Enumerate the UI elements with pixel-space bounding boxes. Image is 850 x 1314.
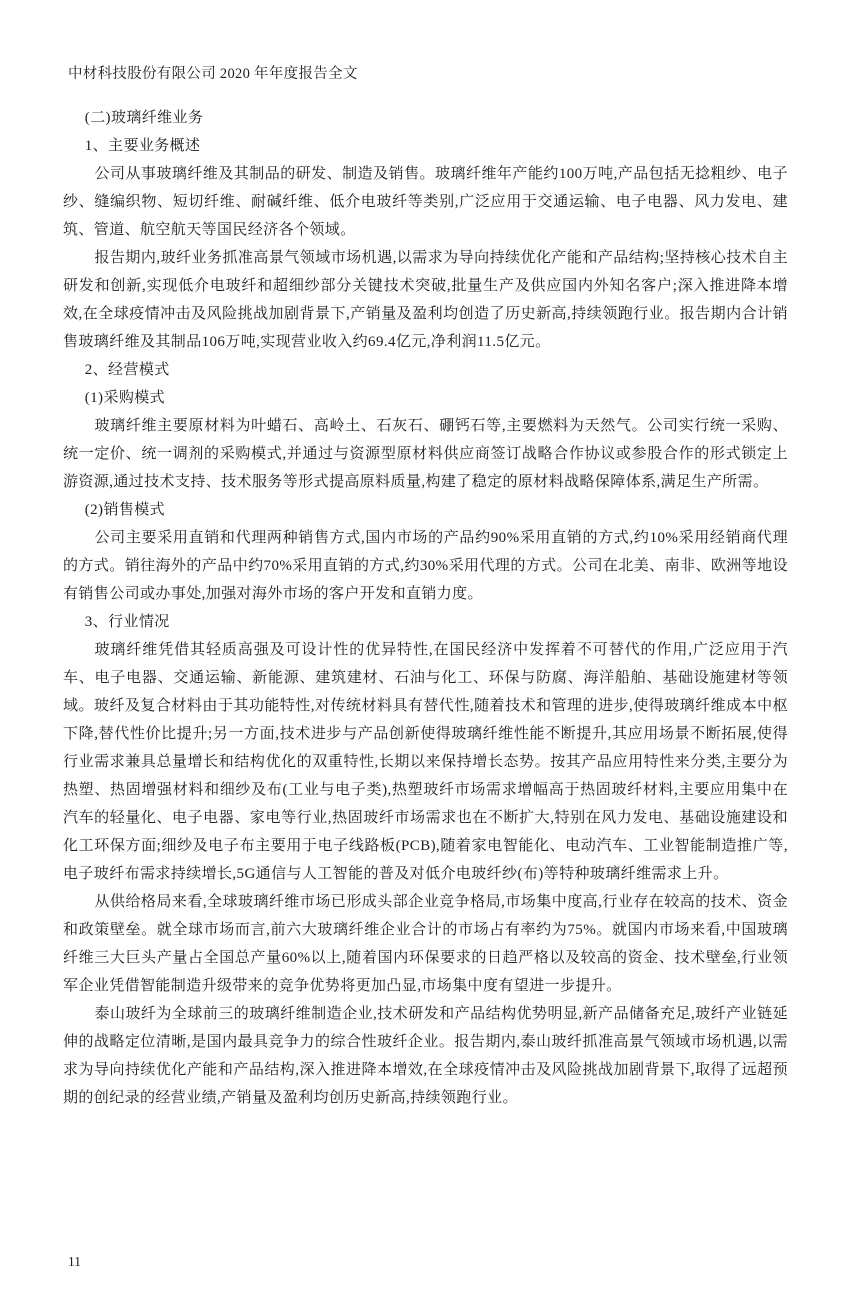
body-paragraph: 玻璃纤维凭借其轻质高强及可设计性的优异特性,在国民经济中发挥着不可替代的作用,广泛应用于汽车、电子电器、交通运输、新能源、建筑建材、石油与化工、环保与防腐、海洋船舶、基础设施建材等领域。玻纤及复合材料由于其功能特性,对传统材料具有替代性,随着技术和管理的进步,使得玻璃纤维成本中枢下降,替代性价比提升;另一方面,技术进步与产品创新使得玻璃纤维性能不断提升,其应用场景不断拓展,使得行业需求兼具总量增长和结构优化的双重特性,长期以来保持增长态势。按其产品应用特性来分类,主要分为热塑、热固增强材料和细纱及布(工业与电子类),热塑玻纤市场需求增幅高于热固玻纤材料,主要应用集中在汽车的轻量化、电子电器、家电等行业,热固玻纤市场需求也在不断扩大,特别在风力发电、基础设施建设和化工环保方面;细纱及电子布主要用于电子线路板(PCB),随着家电智能化、电动汽车、工业智能制造推广等,电子玻纤布需求持续增长,5G通信与人工智能的普及对低介电玻纤纱(布)等特种玻璃纤维需求上升。 bbox=[63, 642, 789, 882]
section-heading: 1、主要业务概述 bbox=[84, 138, 201, 154]
page-number: 11 bbox=[68, 1254, 81, 1269]
body-paragraph: 公司主要采用直销和代理两种销售方式,国内市场的产品约90%采用直销的方式,约10%采用经销商代理的方式。销往海外的产品中约70%采用直销的方式,约30%采用代理的方式。公司在北美、南非、欧洲等地设有销售公司或办事处,加强对海外市场的客户开发和直销力度。 bbox=[63, 530, 788, 602]
body-paragraph: 公司从事玻璃纤维及其制品的研发、制造及销售。玻璃纤维年产能约100万吨,产品包括无捻粗纱、电子纱、缝编织物、短切纤维、耐碱纤维、低介电玻纤等类别,广泛应用于交通运输、电子电器、风力发电、建筑、管道、航空航天等国民经济各个领域。 bbox=[63, 166, 788, 238]
section-heading: 2、经营模式 bbox=[84, 362, 170, 378]
body-paragraph: 泰山玻纤为全球前三的玻璃纤维制造企业,技术研发和产品结构优势明显,新产品储备充足,玻纤产业链延伸的战略定位清晰,是国内最具竞争力的综合性玻纤企业。报告期内,泰山玻纤抓准高景气领域市场机遇,以需求为导向持续优化产能和产品结构,深入推进降本增效,在全球疫情冲击及风险挑战加剧背景下,取得了远超预期的创纪录的经营业绩,产销量及盈利均创历史新高,持续领跑行业。 bbox=[63, 1006, 788, 1106]
document-body bbox=[63, 104, 788, 1112]
body-paragraph: 玻璃纤维主要原材料为叶蜡石、高岭土、石灰石、硼钙石等,主要燃料为天然气。公司实行统一采购、统一定价、统一调剂的采购模式,并通过与资源型原材料供应商签订战略合作协议或参股合作的形式锁定上游资源,通过技术支持、技术服务等形式提高原料质量,构建了稳定的原材料战略保障体系,满足生产所需。 bbox=[63, 418, 788, 490]
section-heading: (二)玻璃纤维业务 bbox=[84, 110, 204, 126]
section-heading: 3、行业情况 bbox=[84, 614, 170, 630]
section-heading: (2)销售模式 bbox=[84, 502, 166, 518]
section-heading: (1)采购模式 bbox=[84, 390, 166, 406]
body-paragraph: 报告期内,玻纤业务抓准高景气领域市场机遇,以需求为导向持续优化产能和产品结构;坚持核心技术自主研发和创新,实现低介电玻纤和超细纱部分关键技术突破,批量生产及供应国内外知名客户;深入推进降本增效,在全球疫情冲击及风险挑战加剧背景下,产销量及盈利均创造了历史新高,持续领跑行业。报告期内合计销售玻璃纤维及其制品106万吨,实现营业收入约69.4亿元,净利润11.5亿元。 bbox=[63, 250, 788, 350]
report-header-title: 中材科技股份有限公司 2020 年年度报告全文 bbox=[68, 66, 358, 82]
body-paragraph: 从供给格局来看,全球玻璃纤维市场已形成头部企业竞争格局,市场集中度高,行业存在较高的技术、资金和政策壁垒。就全球市场而言,前六大玻璃纤维企业合计的市场占有率约为75%。就国内市场来看,中国玻璃纤维三大巨头产量占全国总产量60%以上,随着国内环保要求的日趋严格以及较高的资金、技术壁垒,行业领军企业凭借智能制造升级带来的竞争优势将更加凸显,市场集中度有望进一步提升。 bbox=[63, 894, 788, 994]
